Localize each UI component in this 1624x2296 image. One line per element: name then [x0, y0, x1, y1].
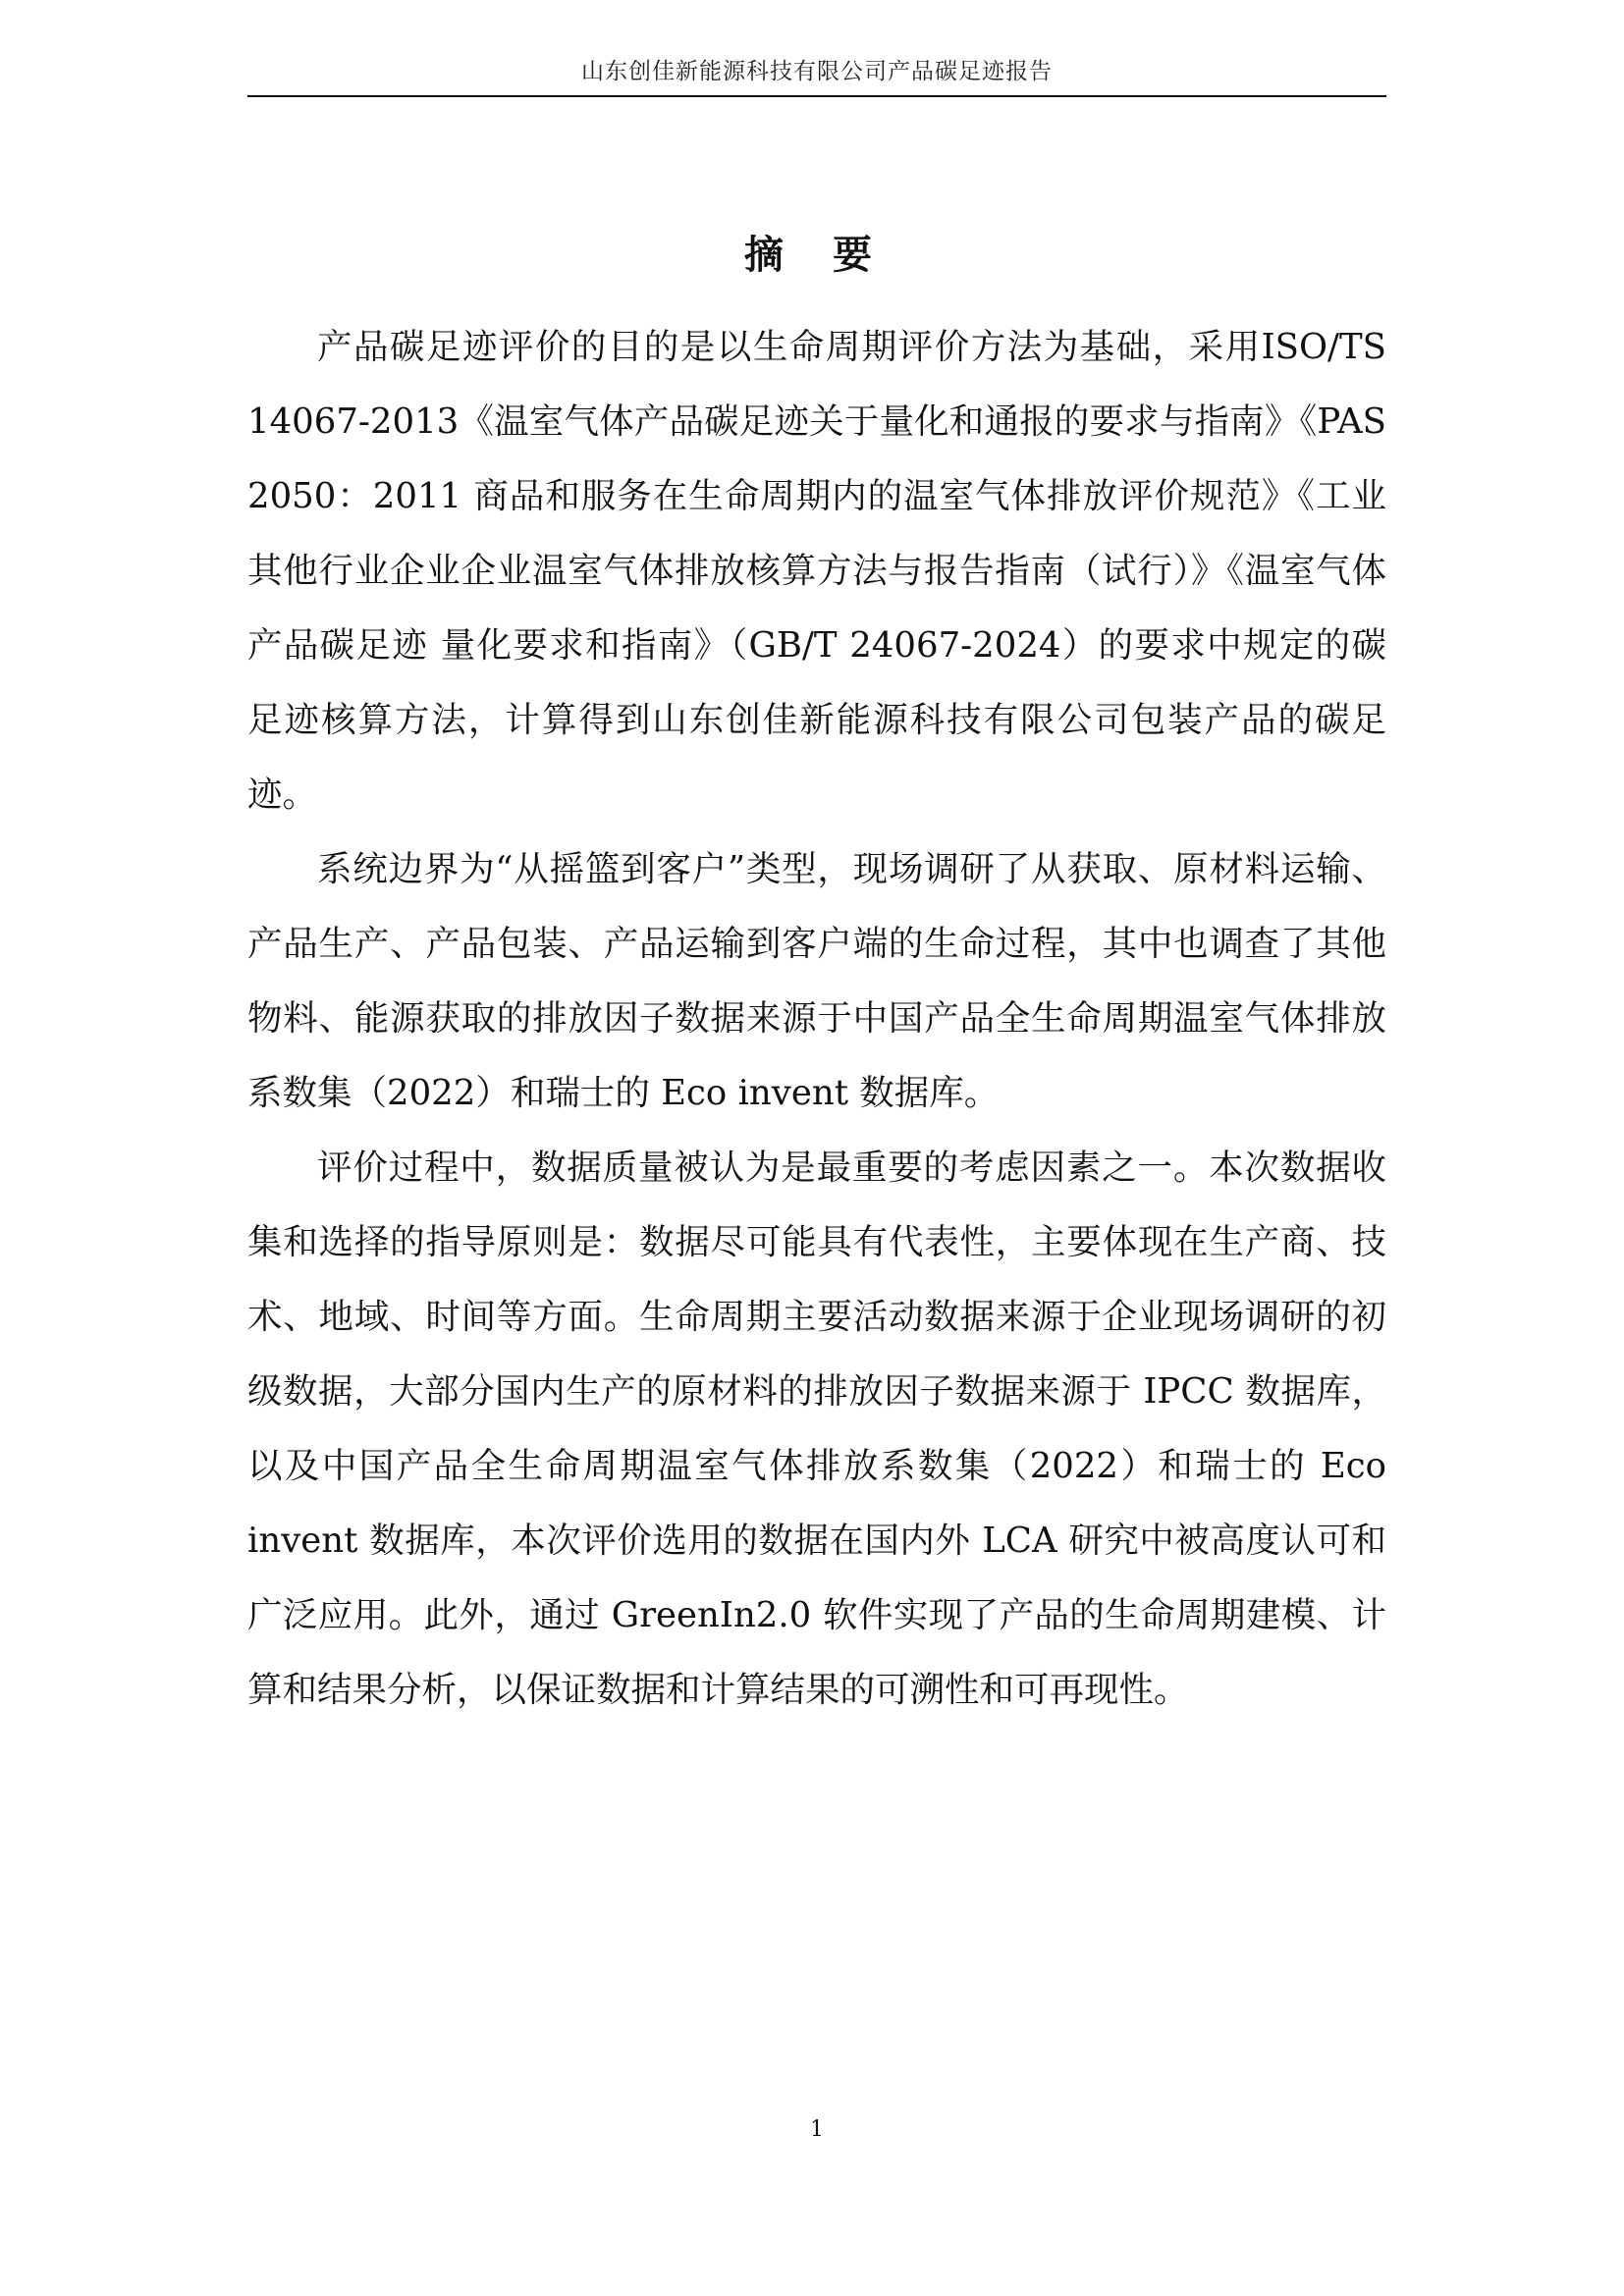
header-divider: [247, 95, 1386, 97]
paragraph-system-boundary: 系统边界为“从摇篮到客户”类型，现场调研了从获取、原材料运输、产品生产、产品包装、产品运输到客户端的生命过程，其中也调查了其他物料、能源获取的排放因子数据来源于中国产品全生命周期温室气体排放系数集（2022）和瑞士的 Eco invent 数据库。: [247, 849, 1386, 1113]
running-header: 山东创佳新能源科技有限公司产品碳足迹报告: [581, 59, 1053, 84]
page-number: 1: [810, 2117, 824, 2142]
paragraph-purpose: 产品碳足迹评价的目的是以生命周期评价方法为基础，采用ISO/TS 14067-2013《温室气体产品碳足迹关于量化和通报的要求与指南》《PAS 2050：2011 商品和服务在生命周期内的温室气体排放评价规范》《工业其他行业企业企业温室气体排放核算方法与报告指南（试行）》《温室气体 产品碳足迹 量化要求和指南》（GB/T 24067-2024）的要求中规定的碳足迹核算方法，计算得到山东创佳新能源科技有限公司包装产品的碳足迹。: [247, 327, 1386, 815]
paragraph-data-quality: 评价过程中，数据质量被认为是最重要的考虑因素之一。本次数据收集和选择的指导原则是：数据尽可能具有代表性，主要体现在生产商、技术、地域、时间等方面。生命周期主要活动数据来源于企业现场调研的初级数据，大部分国内生产的原材料的排放因子数据来源于 IPCC 数据库，以及中国产品全生命周期温室气体排放系数集（2022）和瑞士的 Eco invent 数据库，本次评价选用的数据在国内外 LCA 研究中被高度认可和广泛应用。此外，通过 GreenIn2.0 软件实现了产品的生命周期建模、计算和结果分析，以保证数据和计算结果的可溯性和可再现性。: [247, 1148, 1386, 1710]
page-title: 摘 要: [744, 232, 890, 278]
abstract-body: [247, 310, 1386, 1728]
